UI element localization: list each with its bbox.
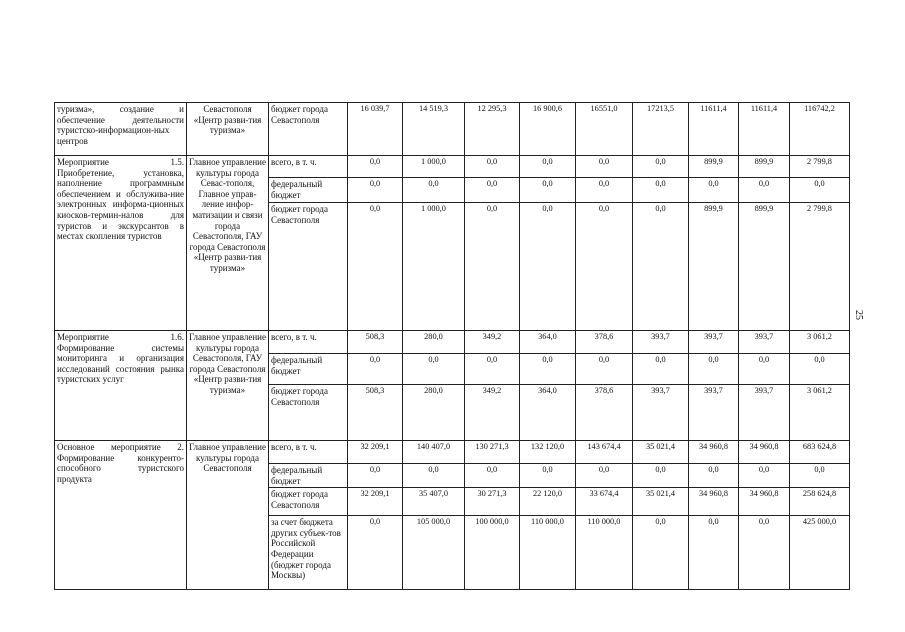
value-cell: 0,0 [465,178,520,203]
value-cell: 508,3 [348,385,403,441]
value-cell: 33 674,4 [576,488,633,516]
value-cell: 0,0 [403,354,465,385]
value-cell: 130 271,3 [465,441,520,464]
value-cell: 508,3 [348,331,403,354]
value-cell: 393,7 [689,331,739,354]
value-cell: 0,0 [633,354,689,385]
measure-cell: Основное мероприятие 2. Формирование конкуренто-способного туристского продукта [55,441,187,590]
value-cell: 32 209,1 [348,441,403,464]
value-cell: 34 960,8 [739,441,790,464]
value-cell: 0,0 [520,203,576,331]
total-value-cell: 683 624,8 [790,441,850,464]
value-cell: 0,0 [689,516,739,590]
value-cell: 378,6 [576,385,633,441]
funding-source-cell: бюджет города Севастополя [269,385,348,441]
table-row [55,156,850,178]
value-cell: 0,0 [689,464,739,488]
value-cell: 34 960,8 [689,441,739,464]
executor-cell: Севастополя «Центр разви-тия туризма» [187,103,269,156]
value-cell: 364,0 [520,331,576,354]
value-cell: 0,0 [348,156,403,178]
measure-cell: Мероприятие 1.5. Приобретение, установка, наполнение программным обеспечением и обслужива-ние электронных информа-ционных киосков-термин-налов для туристов и экскурсантов в местах скопления туристов [55,156,187,331]
value-cell: 0,0 [576,178,633,203]
value-cell: 35 021,4 [633,441,689,464]
value-cell: 899,9 [689,156,739,178]
value-cell: 17213,5 [633,103,689,156]
value-cell: 0,0 [739,178,790,203]
funding-source-cell: федеральный бюджет [269,464,348,488]
value-cell: 393,7 [689,385,739,441]
table-row [55,103,850,156]
budget-table [54,102,850,590]
value-cell: 378,6 [576,331,633,354]
executor-cell: Главное управление культуры города Севастополя [187,441,269,590]
value-cell: 0,0 [739,354,790,385]
value-cell: 899,9 [689,203,739,331]
value-cell: 16 900,6 [520,103,576,156]
value-cell: 0,0 [348,354,403,385]
value-cell: 0,0 [689,354,739,385]
value-cell: 393,7 [739,331,790,354]
value-cell: 393,7 [633,331,689,354]
value-cell: 0,0 [465,464,520,488]
value-cell: 132 120,0 [520,441,576,464]
value-cell: 0,0 [348,464,403,488]
total-value-cell: 2 799,8 [790,156,850,178]
funding-source-cell: бюджет города Севастополя [269,203,348,331]
value-cell: 0,0 [403,178,465,203]
value-cell: 140 407,0 [403,441,465,464]
funding-source-cell: федеральный бюджет [269,354,348,385]
value-cell: 0,0 [403,464,465,488]
value-cell: 364,0 [520,385,576,441]
value-cell: 0,0 [465,156,520,178]
value-cell: 110 000,0 [576,516,633,590]
value-cell: 0,0 [348,203,403,331]
value-cell: 34 960,8 [739,488,790,516]
page-number: 25 [853,310,864,320]
value-cell: 105 000,0 [403,516,465,590]
total-value-cell: 0,0 [790,354,850,385]
value-cell: 0,0 [348,178,403,203]
value-cell: 0,0 [633,178,689,203]
value-cell: 110 000,0 [520,516,576,590]
value-cell: 0,0 [739,464,790,488]
value-cell: 0,0 [465,203,520,331]
value-cell: 16 039,7 [348,103,403,156]
value-cell: 0,0 [689,178,739,203]
value-cell: 0,0 [465,354,520,385]
funding-source-cell: бюджет города Севастополя [269,103,348,156]
measure-cell: Мероприятие 1.6. Формирование системы мониторинга и организация исследований состояния рынка туристских услуг [55,331,187,441]
value-cell: 0,0 [520,178,576,203]
value-cell: 0,0 [633,156,689,178]
value-cell: 34 960,8 [689,488,739,516]
funding-source-cell: всего, в т. ч. [269,331,348,354]
value-cell: 0,0 [633,464,689,488]
value-cell: 393,7 [633,385,689,441]
total-value-cell: 258 624,8 [790,488,850,516]
value-cell: 0,0 [576,203,633,331]
total-value-cell: 116742,2 [790,103,850,156]
value-cell: 0,0 [633,203,689,331]
value-cell: 349,2 [465,331,520,354]
executor-cell: Главное управление культуры города Севастополя, ГАУ города Севастополя «Центр разви-тия туризма» [187,331,269,441]
total-value-cell: 2 799,8 [790,203,850,331]
total-value-cell: 3 061,2 [790,331,850,354]
value-cell: 0,0 [576,156,633,178]
value-cell: 0,0 [576,354,633,385]
value-cell: 143 674,4 [576,441,633,464]
value-cell: 100 000,0 [465,516,520,590]
value-cell: 0,0 [348,516,403,590]
value-cell: 35 407,0 [403,488,465,516]
value-cell: 899,9 [739,156,790,178]
value-cell: 30 271,3 [465,488,520,516]
value-cell: 349,2 [465,385,520,441]
table-row [55,441,850,464]
funding-source-cell: всего, в т. ч. [269,441,348,464]
value-cell: 0,0 [576,464,633,488]
value-cell: 0,0 [633,516,689,590]
total-value-cell: 425 000,0 [790,516,850,590]
value-cell: 0,0 [520,354,576,385]
total-value-cell: 0,0 [790,464,850,488]
value-cell: 11611,4 [739,103,790,156]
value-cell: 899,9 [739,203,790,331]
value-cell: 0,0 [739,516,790,590]
value-cell: 1 000,0 [403,156,465,178]
value-cell: 32 209,1 [348,488,403,516]
executor-cell: Главное управление культуры города Севас-тополя, Главное управ-ление инфор-матизации и связи города Севастополя, ГАУ города Севастополя «Центр разви-тия туризма» [187,156,269,331]
value-cell: 393,7 [739,385,790,441]
funding-source-cell: за счет бюджета других субъек-тов Российской Федерации (бюджет города Москвы) [269,516,348,590]
value-cell: 11611,4 [689,103,739,156]
measure-cell: туризма», создание и обеспечение деятельности туристско-информацион-ных центров [55,103,187,156]
value-cell: 22 120,0 [520,488,576,516]
funding-source-cell: всего, в т. ч. [269,156,348,178]
value-cell: 280,0 [403,331,465,354]
funding-source-cell: бюджет города Севастополя [269,488,348,516]
value-cell: 12 295,3 [465,103,520,156]
funding-source-cell: федеральный бюджет [269,178,348,203]
value-cell: 35 021,4 [633,488,689,516]
value-cell: 1 000,0 [403,203,465,331]
value-cell: 14 519,3 [403,103,465,156]
value-cell: 16551,0 [576,103,633,156]
value-cell: 0,0 [520,464,576,488]
table-row [55,331,850,354]
value-cell: 280,0 [403,385,465,441]
value-cell: 0,0 [520,156,576,178]
total-value-cell: 3 061,2 [790,385,850,441]
total-value-cell: 0,0 [790,178,850,203]
